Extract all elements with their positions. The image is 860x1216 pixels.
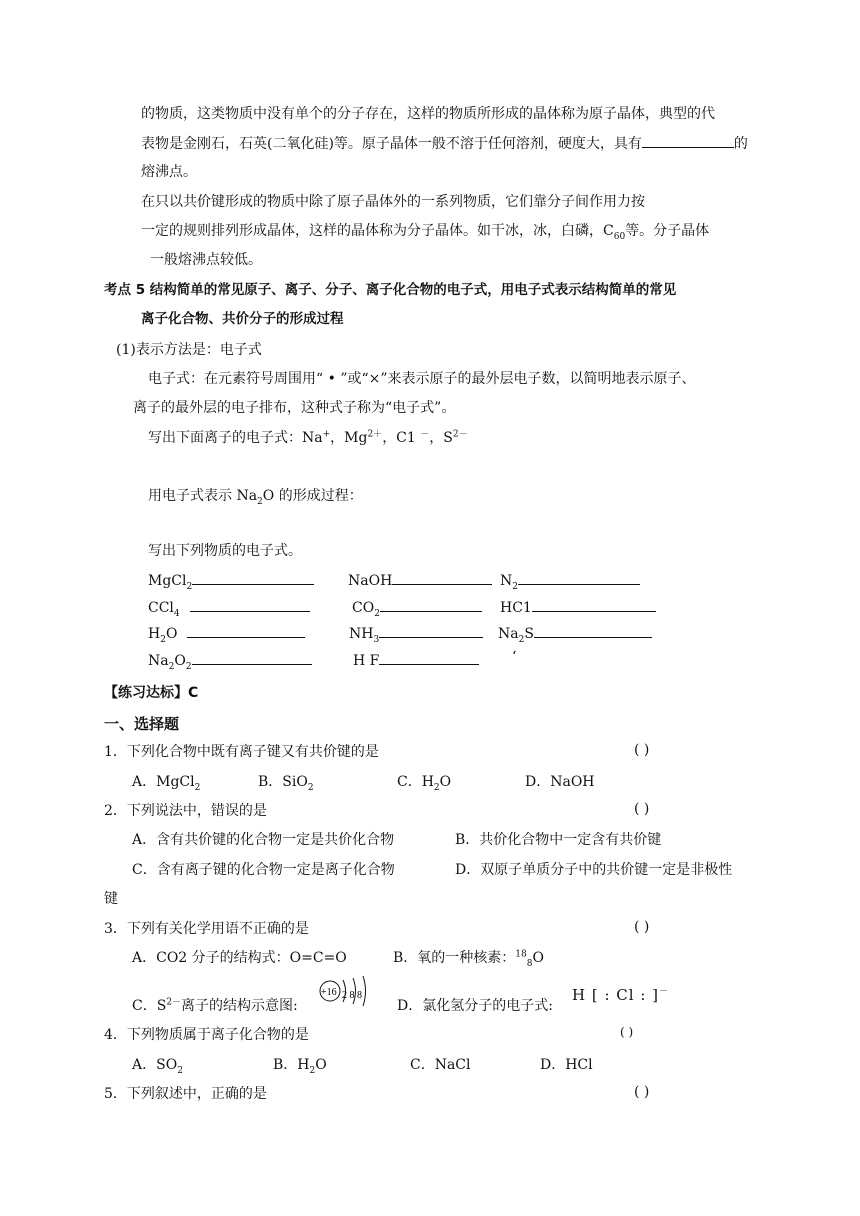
molecular-line-1: 在只以共价键形成的物质中除了原子晶体外的一系列物质，它们靠分子间作用力按 <box>141 194 645 210</box>
stray-mark: ‘ <box>512 649 517 665</box>
h2o-label: H <box>148 626 161 642</box>
isotope-symbol: O <box>532 950 544 966</box>
nh3-label: NH <box>349 626 374 642</box>
na2o2-o: O <box>174 653 186 669</box>
definition-line-1: 电子式：在元素符号周围用“ • ”或“×”来表示原子的最外层电子数，以简明地表示原子、 <box>148 371 696 387</box>
formula-hf <box>353 650 479 671</box>
formula-nh3 <box>349 623 483 644</box>
blank-naoh[interactable] <box>392 570 492 585</box>
q1-option-b-label: B．SiO <box>258 774 308 790</box>
na2o2-sub2: 2 <box>185 661 192 672</box>
molecular-line-3: 一般熔沸点较低。 <box>150 252 262 268</box>
q2-option-a[interactable]: A．含有共价键的化合物一定是共价化合物 <box>132 832 395 848</box>
formula-mgcl2 <box>148 570 314 591</box>
blank-mgcl2[interactable] <box>192 570 314 585</box>
cl-charge: － <box>420 429 430 440</box>
q2-option-d-continued: 键 <box>104 891 118 907</box>
blank-boiling-point[interactable] <box>642 133 734 148</box>
method-heading: (1)表示方法是：电子式 <box>116 342 262 358</box>
blank-na2s[interactable] <box>534 623 652 638</box>
formula-na2s <box>498 623 652 644</box>
formula-naoh <box>348 570 492 591</box>
practice-header: 【练习达标】C <box>104 685 199 701</box>
q1-option-a-sub: 2 <box>194 782 201 793</box>
q1-option-c-end: O <box>439 774 452 790</box>
q4-option-b-end: O <box>315 1057 327 1073</box>
q1-option-b-sub: 2 <box>307 782 314 793</box>
blank-nh3[interactable] <box>379 623 483 638</box>
mgcl2-label: MgCl <box>148 573 187 589</box>
q4-option-d[interactable]: D．HCl <box>540 1057 593 1073</box>
mg-charge: 2＋ <box>367 429 383 440</box>
q5-stem: 5．下列叙述中，正确的是 <box>104 1086 267 1102</box>
formula-co2 <box>352 597 482 618</box>
n2-sub: 2 <box>512 581 518 592</box>
q1-option-b[interactable] <box>258 772 314 792</box>
q1-option-d[interactable]: D．NaOH <box>525 774 595 790</box>
formula-ccl4 <box>148 597 310 618</box>
s-charge: 2－ <box>452 429 468 440</box>
na2s-label: Na <box>498 626 519 642</box>
blank-hf[interactable] <box>379 650 479 665</box>
hcl-label: HC1 <box>500 600 532 616</box>
na2s-sub: 2 <box>518 634 525 645</box>
nucleus-charge: +16 <box>321 987 337 998</box>
na-charge: + <box>322 429 331 440</box>
q3-stem: 3．下列有关化学用语不正确的是 <box>104 921 309 937</box>
q2-option-d[interactable]: D．双原子单质分子中的共价键一定是非极性 <box>455 862 733 878</box>
kp5-title-line-1: 考点 5 结构简单的常见原子、离子、分子、离子化合物的电子式，用电子式表示结构简单的常见 <box>104 282 677 298</box>
substances-prompt: 写出下列物质的电子式。 <box>148 543 302 559</box>
nh3-sub: 3 <box>373 634 380 645</box>
blank-co2[interactable] <box>380 597 482 612</box>
q3-option-b[interactable] <box>393 948 544 968</box>
q3-option-c-end: 离子的结构示意图: <box>181 998 298 1014</box>
co2-sub: 2 <box>374 608 380 619</box>
n2-label: N <box>500 573 513 589</box>
na2o2-sub1: 2 <box>168 661 175 672</box>
q4-option-b-sub: 2 <box>309 1065 316 1076</box>
q3-option-d[interactable]: D．氯化氢分子的电子式: <box>397 998 553 1014</box>
hf-label: H F <box>353 653 380 669</box>
intro-line-1: 的物质，这类物质中没有单个的分子存在，这样的物质所形成的晶体称为原子晶体，典型的代 <box>141 106 715 122</box>
s-label: ，S <box>429 430 453 446</box>
hcl-electron-formula <box>572 985 669 1005</box>
q3-option-c-label: C．S <box>132 998 167 1014</box>
molecular-line-2-text: 一定的规则排列形成晶体，这样的晶体称为分子晶体。如干冰，冰，白磷，C <box>141 223 614 239</box>
q1-answer-blank[interactable]: ( ) <box>634 742 650 758</box>
na2o-prompt-end: O 的形成过程： <box>262 488 363 504</box>
q4-option-a-sub: 2 <box>177 1065 183 1076</box>
q3-answer-blank[interactable]: ( ) <box>634 919 650 935</box>
q3-option-c[interactable] <box>132 996 298 1016</box>
intro-line-2-end: 的 <box>733 136 748 152</box>
isotope-mass: 18 <box>515 949 527 960</box>
blank-n2[interactable] <box>518 570 640 585</box>
na2s-label-end: S <box>524 626 534 642</box>
c60-subscript: 60 <box>613 231 626 242</box>
blank-h2o[interactable] <box>187 623 305 638</box>
q4-option-b-label: B．H <box>273 1057 310 1073</box>
co2-label: CO <box>352 600 375 616</box>
hcl-charge: － <box>659 987 670 997</box>
shell-arc-3 <box>363 976 366 1006</box>
q4-option-a-label: A．SO <box>132 1057 178 1073</box>
h2o-label-end: O <box>165 626 178 642</box>
cl-label: ，C1 <box>382 430 421 446</box>
formula-h2o <box>148 623 305 644</box>
q4-answer-blank[interactable]: ( ) <box>620 1025 634 1039</box>
q1-option-c-label: C．H <box>397 774 434 790</box>
section-choice: 一、选择题 <box>104 715 180 733</box>
ccl4-label: CCl <box>148 600 174 616</box>
q2-option-c[interactable]: C．含有离子键的化合物一定是离子化合物 <box>132 862 395 878</box>
q2-option-b[interactable]: B．共价化合物中一定含有共价键 <box>455 832 662 848</box>
mg-label: ，Mg <box>330 430 368 446</box>
blank-ccl4[interactable] <box>190 597 310 612</box>
ccl4-sub: 4 <box>173 608 180 619</box>
q2-stem: 2．下列说法中，错误的是 <box>104 803 267 819</box>
hcl-electron-formula-text: H [ : Cl : ] <box>572 986 660 1004</box>
sulfide-ion-structure-diagram <box>318 976 376 1010</box>
na2o2-label: Na <box>148 653 169 669</box>
naoh-label: NaOH <box>348 573 393 589</box>
q4-option-a[interactable] <box>132 1055 183 1075</box>
q1-option-a-label: A．MgCl <box>132 774 195 790</box>
molecular-line-2 <box>141 221 709 241</box>
kp5-title-line-2: 离子化合物、共价分子的形成过程 <box>141 311 344 327</box>
formula-hcl <box>500 597 656 618</box>
definition-line-2: 离子的最外层的电子排布，这种式子称为“电子式”。 <box>133 400 456 416</box>
q3-option-b-label: B．氧的一种核素： <box>393 950 516 966</box>
na2o-prompt-text: 用电子式表示 Na <box>148 488 258 504</box>
q1-stem: 1．下列化合物中既有离子键又有共价键的是 <box>104 744 379 760</box>
blank-hcl[interactable] <box>532 597 656 612</box>
isotope-number: 8 <box>526 958 533 969</box>
q4-stem: 4．下列物质属于离子化合物的是 <box>104 1027 309 1043</box>
intro-line-2 <box>141 133 748 154</box>
q1-option-c-sub: 2 <box>433 782 440 793</box>
intro-line-2-text: 表物是金刚石，石英(二氧化硅)等。原子晶体一般不溶于任何溶剂，硬度大，具有 <box>141 136 642 152</box>
ions-prompt <box>148 428 468 448</box>
q4-option-b[interactable] <box>273 1055 327 1075</box>
formula-n2 <box>500 570 640 591</box>
molecular-line-2-end: 等。分子晶体 <box>625 223 710 239</box>
mgcl2-sub: 2 <box>186 581 193 592</box>
ions-prompt-text: 写出下面离子的电子式：Na <box>148 430 323 446</box>
na2o-sub: 2 <box>257 496 263 507</box>
q3-option-c-charge: 2－ <box>166 997 182 1008</box>
h2o-sub: 2 <box>160 634 166 645</box>
intro-line-3: 熔沸点。 <box>141 164 197 180</box>
blank-na2o2[interactable] <box>192 650 312 665</box>
formula-na2o2 <box>148 650 312 671</box>
q1-option-a[interactable] <box>132 772 200 792</box>
q4-option-c[interactable]: C．NaCl <box>410 1057 471 1073</box>
q2-answer-blank[interactable]: ( ) <box>634 801 650 817</box>
q5-answer-blank[interactable]: ( ) <box>634 1084 650 1100</box>
na2o-prompt <box>148 486 363 506</box>
q3-option-a[interactable]: A．CO2 分子的结构式：O=C=O <box>132 950 347 966</box>
shell-electron-counts: 2 8 8 <box>342 990 362 1001</box>
q1-option-c[interactable] <box>397 772 451 792</box>
